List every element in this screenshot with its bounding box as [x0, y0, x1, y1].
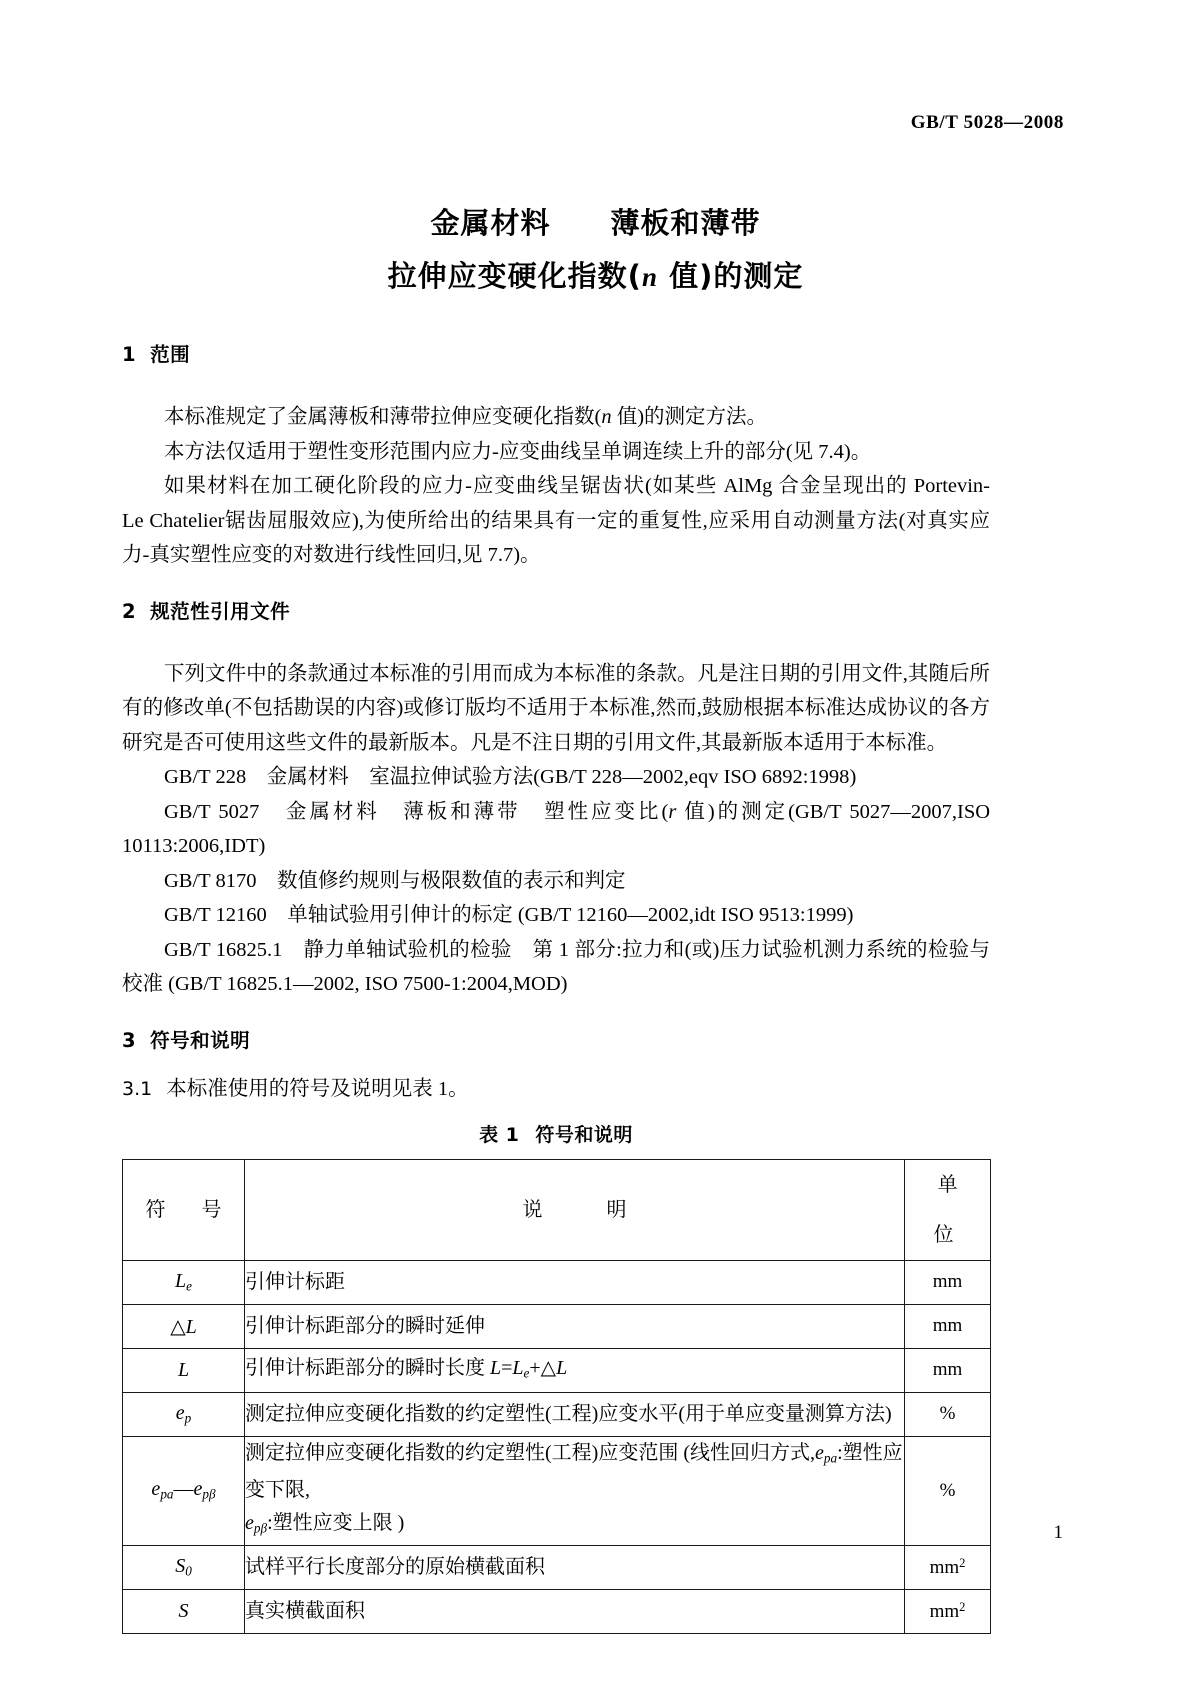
cell-unit: $mm^2$	[905, 1545, 991, 1589]
paragraph-1-1: 本标准规定了金属薄板和薄带拉伸应变硬化指数(n 值)的测定方法。	[164, 406, 768, 428]
document-title-line-1: 金属材料 薄板和薄带	[430, 206, 761, 240]
title-symbol-n: n	[641, 262, 658, 292]
column-header-unit: 单 位	[905, 1159, 991, 1260]
cell-unit: %	[905, 1392, 991, 1436]
section-title-3: 符号和说明	[150, 1028, 251, 1052]
reference-item-gbt16825: GB/T 16825.1 静力单轴试验机的检验 第 1 部分:拉力和(或)压力试验机测力系统的检验与校准 (GB/T 16825.1—2002, ISO 7500-1:2004,MOD)	[122, 938, 991, 995]
paragraph-1-2: 本方法仅适用于塑性变形范围内应力-应变曲线呈单调连续上升的部分(见 7.4)。	[164, 440, 872, 463]
table-caption	[122, 1120, 990, 1147]
cell-unit: mm	[905, 1348, 991, 1392]
table-caption-label: 表 1	[479, 1123, 520, 1146]
section-heading-2	[122, 597, 990, 627]
clause-3-1	[122, 1072, 990, 1106]
cell-symbol: $L_e$	[123, 1260, 245, 1304]
table-row	[123, 1589, 991, 1633]
paragraph-2-1: 下列文件中的条款通过本标准的引用而成为本标准的条款。凡是注日期的引用文件,其随后所有的修改单(不包括勘误的内容)或修订版均不适用于本标准,然而,鼓励根据本标准达成协议的各方研究是否可使用这些文件的最新版本。凡是不注日期的引用文件,其最新版本适用于本标准。	[122, 662, 990, 754]
cell-symbol: S	[123, 1589, 245, 1633]
section-number-2: 2	[122, 599, 137, 623]
document-title-line-2	[0, 253, 1191, 300]
title-line2-prefix: 拉伸应变硬化指数(	[387, 259, 642, 293]
section-title-2: 规范性引用文件	[150, 599, 291, 623]
table-row	[123, 1545, 991, 1589]
cell-description: 试样平行长度部分的原始横截面积	[245, 1545, 905, 1589]
cell-description: 真实横截面积	[245, 1589, 905, 1633]
section-number-1: 1	[122, 343, 137, 366]
cell-symbol: △L	[123, 1304, 245, 1348]
cell-symbol: L	[123, 1348, 245, 1392]
reference-item-gbt12160: GB/T 12160 单轴试验用引伸计的标定 (GB/T 12160—2002,idt ISO 9513:1999)	[164, 904, 854, 926]
cell-description: 测定拉伸应变硬化指数的约定塑性(工程)应变水平(用于单应变量测算方法)	[245, 1392, 905, 1436]
table-row	[123, 1348, 991, 1392]
column-header-symbol: 符 号	[123, 1159, 245, 1260]
document-title	[0, 200, 1191, 300]
clause-number-3-1: 3.1	[122, 1077, 153, 1100]
cell-description: 引伸计标距部分的瞬时延伸	[245, 1304, 905, 1348]
paragraph-1-3: 如果材料在加工硬化阶段的应力-应变曲线呈锯齿状(如某些 AlMg 合金呈现出的 Portevin-Le Chatelier锯齿屈服效应),为使所给出的结果具有一定的重复性,应采用自动测量方法(对真实应力-真实塑性应变的对数进行线性回归,见 7.7)。	[122, 475, 991, 566]
reference-item-gbt228: GB/T 228 金属材料 室温拉伸试验方法(GB/T 228—2002,eqv ISO 6892:1998)	[164, 766, 857, 788]
reference-item-gbt5027: GB/T 5027 金属材料 薄板和薄带 塑性应变比(r 值)的测定(GB/T 5027—2007,ISO 10113:2006,IDT)	[122, 800, 991, 857]
reference-item-gbt8170: GB/T 8170 数值修约规则与极限数值的表示和判定	[164, 869, 626, 892]
cell-unit: $mm^2$	[905, 1589, 991, 1633]
page-number: 1	[1053, 1522, 1063, 1543]
section-number-3: 3	[122, 1028, 137, 1052]
cell-unit: mm	[905, 1304, 991, 1348]
table-row	[123, 1304, 991, 1348]
cell-unit: %	[905, 1436, 991, 1545]
cell-unit: mm	[905, 1260, 991, 1304]
title-line2-suffix: 值)的测定	[657, 259, 804, 293]
table-row	[123, 1436, 991, 1545]
cell-description: 测定拉伸应变硬化指数的约定塑性(工程)应变范围 (线性回归方式$,e_{pa}$:塑性应变下限, $e_{p\beta}$:塑性应变上限 )	[245, 1436, 905, 1545]
table-row	[123, 1260, 991, 1304]
table-row	[123, 1392, 991, 1436]
column-header-description: 说 明	[245, 1159, 905, 1260]
cell-description: 引伸计标距	[245, 1260, 905, 1304]
table-header-row	[123, 1159, 991, 1260]
section-title-1: 范围	[150, 343, 191, 366]
cell-symbol: $e_{pa}—e_{p\beta}$	[123, 1436, 245, 1545]
document-body	[122, 340, 994, 1634]
table-caption-title: 符号和说明	[535, 1123, 633, 1146]
clause-text-3-1: 本标准使用的符号及说明见表 1。	[166, 1077, 469, 1100]
cell-description: 引伸计标距部分的瞬时长度 $L=L_e+\triangle L$	[245, 1348, 905, 1392]
section-heading-3	[122, 1026, 990, 1056]
symbols-table	[122, 1159, 994, 1634]
cell-symbol: $e_p$	[123, 1392, 245, 1436]
section-heading-1	[122, 340, 990, 370]
running-header-standard-code: GB/T 5028—2008	[910, 112, 1064, 133]
cell-symbol: $S_0$	[123, 1545, 245, 1589]
